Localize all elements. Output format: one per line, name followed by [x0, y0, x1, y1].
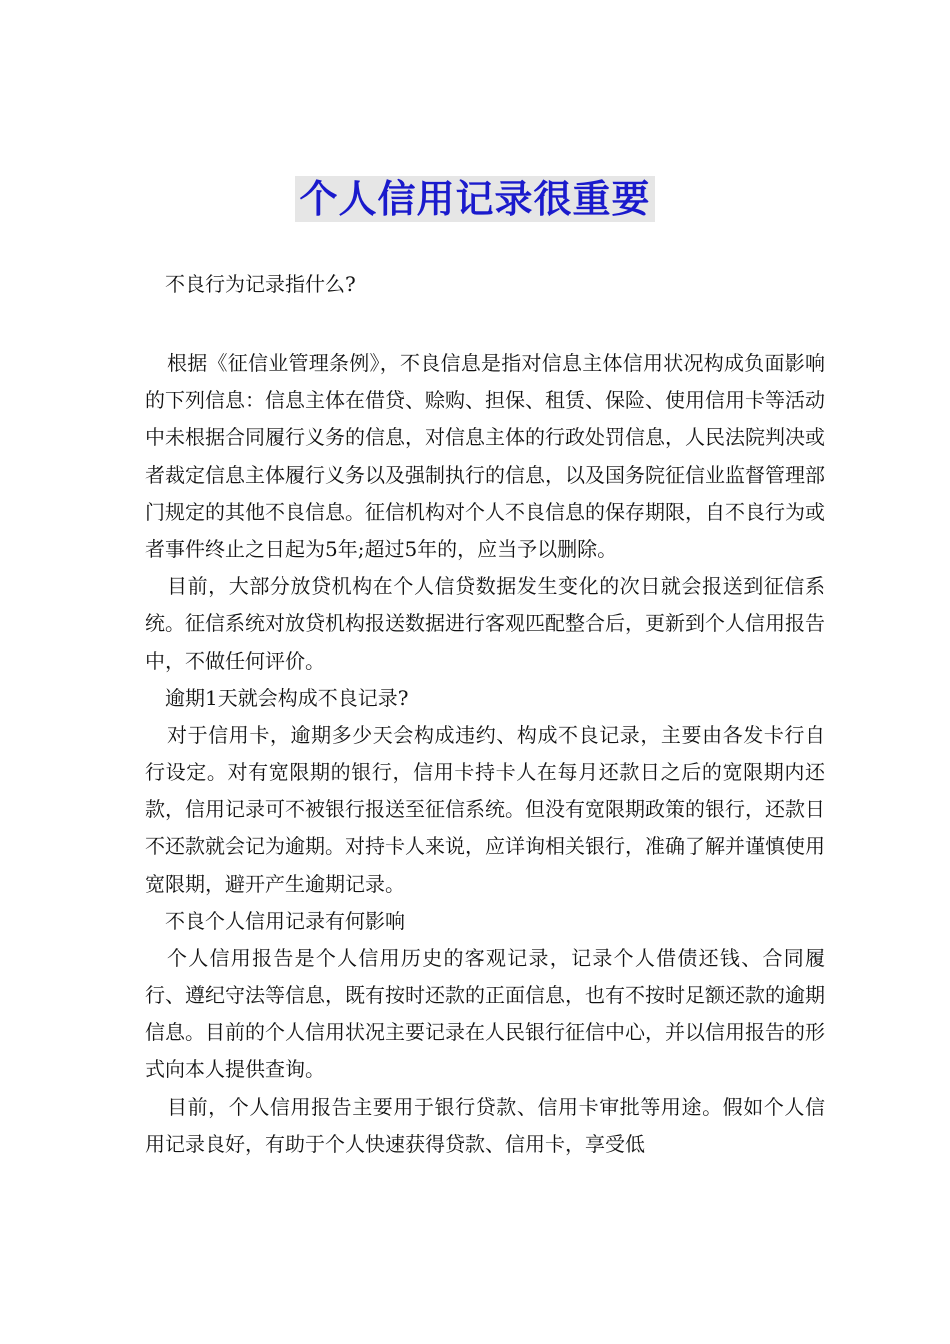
section-heading: 逾期1天就会构成不良记录?: [165, 685, 409, 710]
paragraph: 目前，个人信用报告主要用于银行贷款、信用卡审批等用途。假如个人信用记录良好，有助于个人快速获得贷款、信用卡，享受低: [145, 1094, 825, 1156]
section-heading: 不良个人信用记录有何影响: [165, 908, 405, 933]
spacer: [145, 303, 825, 345]
paragraph: 个人信用报告是个人信用历史的客观记录，记录个人借债还钱、合同履行、遵纪守法等信息，既有按时还款的正面信息，也有不按时足额还款的逾期信息。目前的个人信用状况主要记录在人民银行征信中心，并以信用报告的形式向本人提供查询。: [145, 945, 825, 1082]
section-heading: 不良行为记录指什么?: [165, 272, 356, 296]
paragraph: 对于信用卡，逾期多少天会构成违约、构成不良记录，主要由各发卡行自行设定。对有宽限期的银行，信用卡持卡人在每月还款日之后的宽限期内还款，信用记录可不被银行报送至征信系统。但没有宽限期政策的银行，还款日不还款就会记为逾期。对持卡人来说，应详询相关银行，准确了解并谨慎使用宽限期，避开产生逾期记录。: [145, 722, 825, 896]
document-body: [145, 266, 825, 1163]
document-title: 个人信用记录很重要: [295, 176, 654, 222]
paragraph: 目前，大部分放贷机构在个人信贷数据发生变化的次日就会报送到征信系统。征信系统对放贷机构报送数据进行客观匹配整合后，更新到个人信用报告中，不做任何评价。: [145, 574, 825, 673]
title-container: [0, 176, 950, 222]
paragraph: 根据《征信业管理条例》，不良信息是指对信息主体信用状况构成负面影响的下列信息：信息主体在借贷、赊购、担保、租赁、保险、使用信用卡等活动中未根据合同履行义务的信息，对信息主体的行政处罚信息，人民法院判决或者裁定信息主体履行义务以及强制执行的信息，以及国务院征信业监督管理部门规定的其他不良信息。征信机构对个人不良信息的保存期限，自不良行为或者事件终止之日起为5年;超过5年的，应当予以删除。: [145, 351, 825, 562]
